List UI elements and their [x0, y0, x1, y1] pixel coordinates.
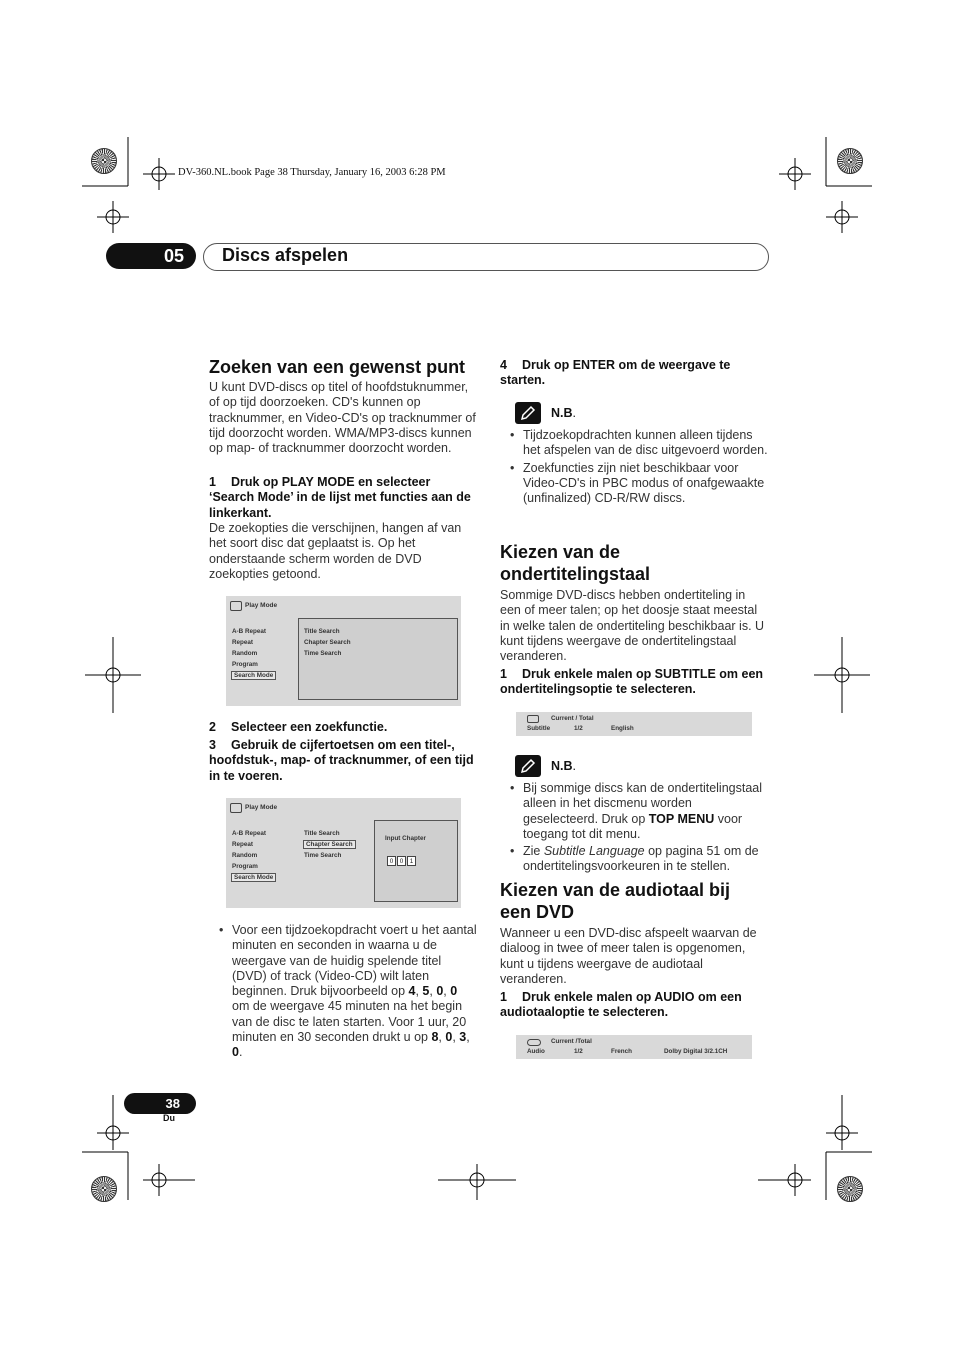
section-heading-search: Zoeken van een gewenst punt: [209, 357, 466, 377]
play-mode-screen-1: [226, 596, 461, 706]
note-2-header: [515, 755, 541, 782]
note-1-label: N.B.: [551, 406, 577, 420]
step-number: 1: [500, 667, 507, 681]
step-1: [209, 475, 479, 521]
input-label: Input Chapter: [385, 835, 426, 842]
menu-item: Program: [232, 661, 258, 668]
step-4: [500, 358, 765, 389]
chapter-number-badge: 05: [106, 243, 196, 269]
step-text: Druk enkele malen op AUDIO om een audiotaaloptie te selecteren.: [500, 990, 742, 1020]
input-chapter-panel: [374, 820, 458, 902]
section-heading-subtitle: Kiezen van de ondertitelingstaal: [500, 542, 651, 584]
subtitle-icon: [527, 715, 539, 723]
note-item: • Bij sommige discs kan de ondertitelingstaal alleen in het discmenu worden geselecteerd. Druk op TOP MENU voor toegang tot dit menu.: [510, 781, 768, 842]
menu-item-selected: Search Mode: [234, 672, 274, 679]
search-option-selected: Chapter Search: [306, 841, 353, 848]
step-number: 1: [209, 475, 216, 489]
search-option: Title Search: [304, 628, 340, 635]
play-mode-menu: [232, 626, 275, 681]
menu-item: Repeat: [232, 841, 253, 848]
step-text: Druk op PLAY MODE en selecteer ‘Search Mode’ in de lijst met functies aan de linkerkant.: [209, 475, 471, 520]
dvd-icon: [230, 601, 242, 611]
step-text: Gebruik de cijfertoetsen om een titel-, hoofdstuk-, map- of tracknummer, of een tijd in te voeren.: [209, 738, 474, 783]
step-text: Druk op ENTER om de weergave te starten.: [500, 358, 731, 388]
bullet-item: • Voor een tijdzoekopdracht voert u het aantal minuten en seconden in waarna u de weergave van de huidig spelende titel (DVD) of track (Video-CD) wilt laten beginnen. Druk bijvoorbeeld op 4, 5, 0, 0 om de weergave 45 minuten na het begin van de disc te laten starten. Voor 1 uur, 20 minuten en 30 seconden drukt u op 8, 0, 3, 0.: [219, 923, 477, 1061]
audio-icon: [527, 1039, 541, 1046]
current-total-label: Current / Total: [551, 715, 594, 722]
digit: 0: [397, 856, 406, 866]
audio-intro: Wanneer u een DVD-disc afspeelt waarvan de dialoog in twee of meer talen is opgenomen, kunt u tijdens weergave de audiotaal veranderen.: [500, 926, 757, 986]
note-item: • Zoekfuncties zijn niet beschikbaar voor Video-CD's in PBC modus of onafgewaakte (unfinalized) CD-R/RW discs.: [510, 461, 768, 507]
play-mode-menu: [232, 828, 275, 883]
menu-item: Random: [232, 852, 258, 859]
screen-title: Play Mode: [245, 602, 278, 609]
menu-item: Repeat: [232, 639, 253, 646]
step-number: 3: [209, 738, 216, 752]
print-header: DV-360.NL.book Page 38 Thursday, January 16, 2003 6:28 PM: [178, 167, 446, 178]
pencil-note-icon: [515, 755, 541, 777]
play-mode-screen-2: [226, 798, 461, 908]
current-total-label: Current /Total: [551, 1038, 592, 1045]
screen-title: Play Mode: [245, 804, 278, 811]
note-2-list: [510, 781, 768, 877]
note-item: • Zie Subtitle Language op pagina 51 om de ondertitelingsvoorkeuren in te stellen.: [510, 844, 768, 875]
step-2: [209, 720, 479, 735]
step-number: 1: [500, 990, 507, 1004]
pencil-note-icon: [515, 402, 541, 424]
step-text: Druk enkele malen op SUBTITLE om een ondertitelingsoptie te selecteren.: [500, 667, 764, 697]
audio-display-bar: [516, 1035, 752, 1059]
digit-input: [387, 850, 417, 868]
search-option: Time Search: [304, 650, 342, 657]
chapter-title: Discs afspelen: [222, 245, 349, 265]
search-intro: U kunt DVD-discs op titel of hoofdstuknummer, of op tijd doorzoeken. CD's kunnen op tracknummer, en Video-CD's op tracknummer of tijd doorzocht worden. WMA/MP3-discs kunnen op map- of tracknummer doorzocht worden.: [209, 380, 476, 456]
step-subtitle: [500, 667, 767, 698]
search-option: Chapter Search: [304, 639, 351, 646]
subtitle-language: English: [611, 725, 634, 732]
menu-item: A-B Repeat: [232, 628, 266, 635]
note-1-header: [515, 402, 541, 429]
step-1-body: De zoekopties die verschijnen, hangen af van het soort disc dat geplaatst is. Op het onderstaande scherm worden de DVD zoekopties getoond.: [209, 521, 462, 581]
note-2-label: N.B.: [551, 759, 577, 773]
page-language: Du: [163, 1113, 175, 1123]
step-text: Selecteer een zoekfunctie.: [231, 720, 388, 734]
subtitle-display-bar: [516, 712, 752, 736]
time-search-bullets: [219, 923, 477, 1063]
search-options: [304, 828, 355, 861]
section-heading-audio: Kiezen van de audiotaal bij een DVD: [500, 880, 731, 922]
subtitle-label: Subtitle: [527, 725, 551, 732]
subtitle-count: 1/2: [574, 725, 583, 732]
menu-item: Random: [232, 650, 258, 657]
note-item: • Tijdzoekopdrachten kunnen alleen tijdens het afspelen van de disc uitgevoerd worden.: [510, 428, 768, 459]
dvd-icon: [230, 803, 242, 813]
step-3: [209, 738, 484, 784]
step-number: 4: [500, 358, 507, 372]
digit: 0: [387, 856, 396, 866]
audio-count: 1/2: [574, 1048, 583, 1055]
menu-item: A-B Repeat: [232, 830, 266, 837]
digit: 1: [407, 856, 416, 866]
step-audio: [500, 990, 767, 1021]
audio-format: Dolby Digital 3/2.1CH: [664, 1048, 728, 1055]
audio-label: Audio: [527, 1048, 545, 1055]
step-number: 2: [209, 720, 216, 734]
subtitle-intro: Sommige DVD-discs hebben ondertiteling in een of meer talen; op het doosje staat meestal in welke talen de ondertiteling beschikbaar is. U kunt tijdens weergave de ondertitelingstaal veranderen.: [500, 588, 765, 664]
page-number-badge: 38: [124, 1093, 196, 1114]
search-option: Title Search: [304, 830, 340, 837]
note-1-list: [510, 428, 768, 508]
search-options-panel: [298, 618, 458, 700]
menu-item: Program: [232, 863, 258, 870]
audio-language: French: [611, 1048, 632, 1055]
menu-item-selected: Search Mode: [234, 874, 274, 881]
search-option: Time Search: [304, 852, 342, 859]
